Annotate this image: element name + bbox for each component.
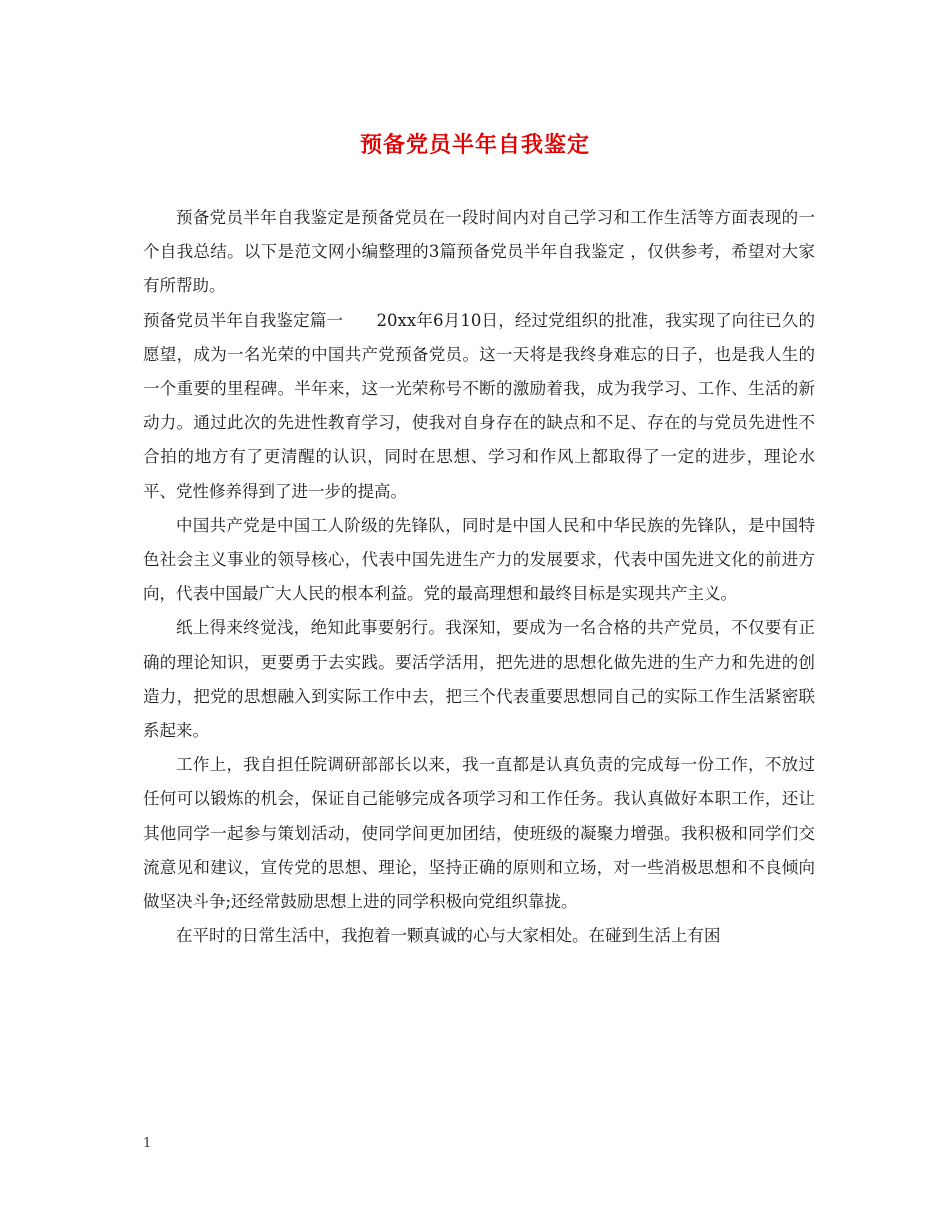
paragraph-intro: 预备党员半年自我鉴定是预备党员在一段时间内对自己学习和工作生活等方面表现的一个自我总结。以下是范文网小编整理的3篇预备党员半年自我鉴定 ，仅供参考，希望对大家有所帮助。	[143, 208, 815, 296]
paragraph-party-definition: 中国共产党是中国工人阶级的先锋队，同时是中国人民和中华民族的先锋队，是中国特色社会主义事业的领导核心，代表中国先进生产力的发展要求，代表中国先进文化的前进方向，代表中国最广大人民的根本利益。党的最高理想和最终目标是实现共产主义。	[143, 515, 815, 604]
paragraph-work: 工作上，我自担任院调研部部长以来，我一直都是认真负责的完成每一份工作，不放过任何可以锻炼的机会，保证自己能够完成各项学习和工作任务。我认真做好本职工作，还让其他同学一起参与策划活动，使同学间更加团结，使班级的凝聚力增强。我积极和同学们交流意见和建议，宣传党的思想、理论，坚持正确的原则和立场，对一些消极思想和不良倾向做坚决斗争;还经常鼓励思想上进的同学积极向党组织靠拢。	[143, 755, 815, 912]
page-number: 1	[143, 1136, 152, 1151]
paragraph-practice: 纸上得来终觉浅，绝知此事要躬行。我深知，要成为一名合格的共产党员，不仅要有正确的理论知识，更要勇于去实践。要活学活用，把先进的思想化做先进的生产力和先进的创造力，把党的思想融入到实际工作中去，把三个代表重要思想同自己的实际工作生活紧密联系起来。	[143, 618, 815, 741]
document-body	[143, 201, 815, 953]
document-title: 预备党员半年自我鉴定	[359, 132, 590, 158]
paragraph-daily-life: 在平时的日常生活中，我抱着一颗真诚的心与大家相处。在碰到生活上有困	[176, 926, 721, 946]
paragraph-section-one: 预备党员半年自我鉴定篇一 20xx年6月10日，经过党组织的批准，我实现了向往已久的愿望，成为一名光荣的中国共产党预备党员。这一天将是我终身难忘的日子，也是我人生的一个重要的里程碑。半年来，这一光荣称号不断的激励着我，成为我学习、工作、生活的新动力。通过此次的先进性教育学习，使我对自身存在的缺点和不足、存在的与党员先进性不合拍的地方有了更清醒的认识，同时在思想、学习和作风上都取得了一定的进步，理论水平、党性修养得到了进一步的提高。	[143, 310, 815, 501]
